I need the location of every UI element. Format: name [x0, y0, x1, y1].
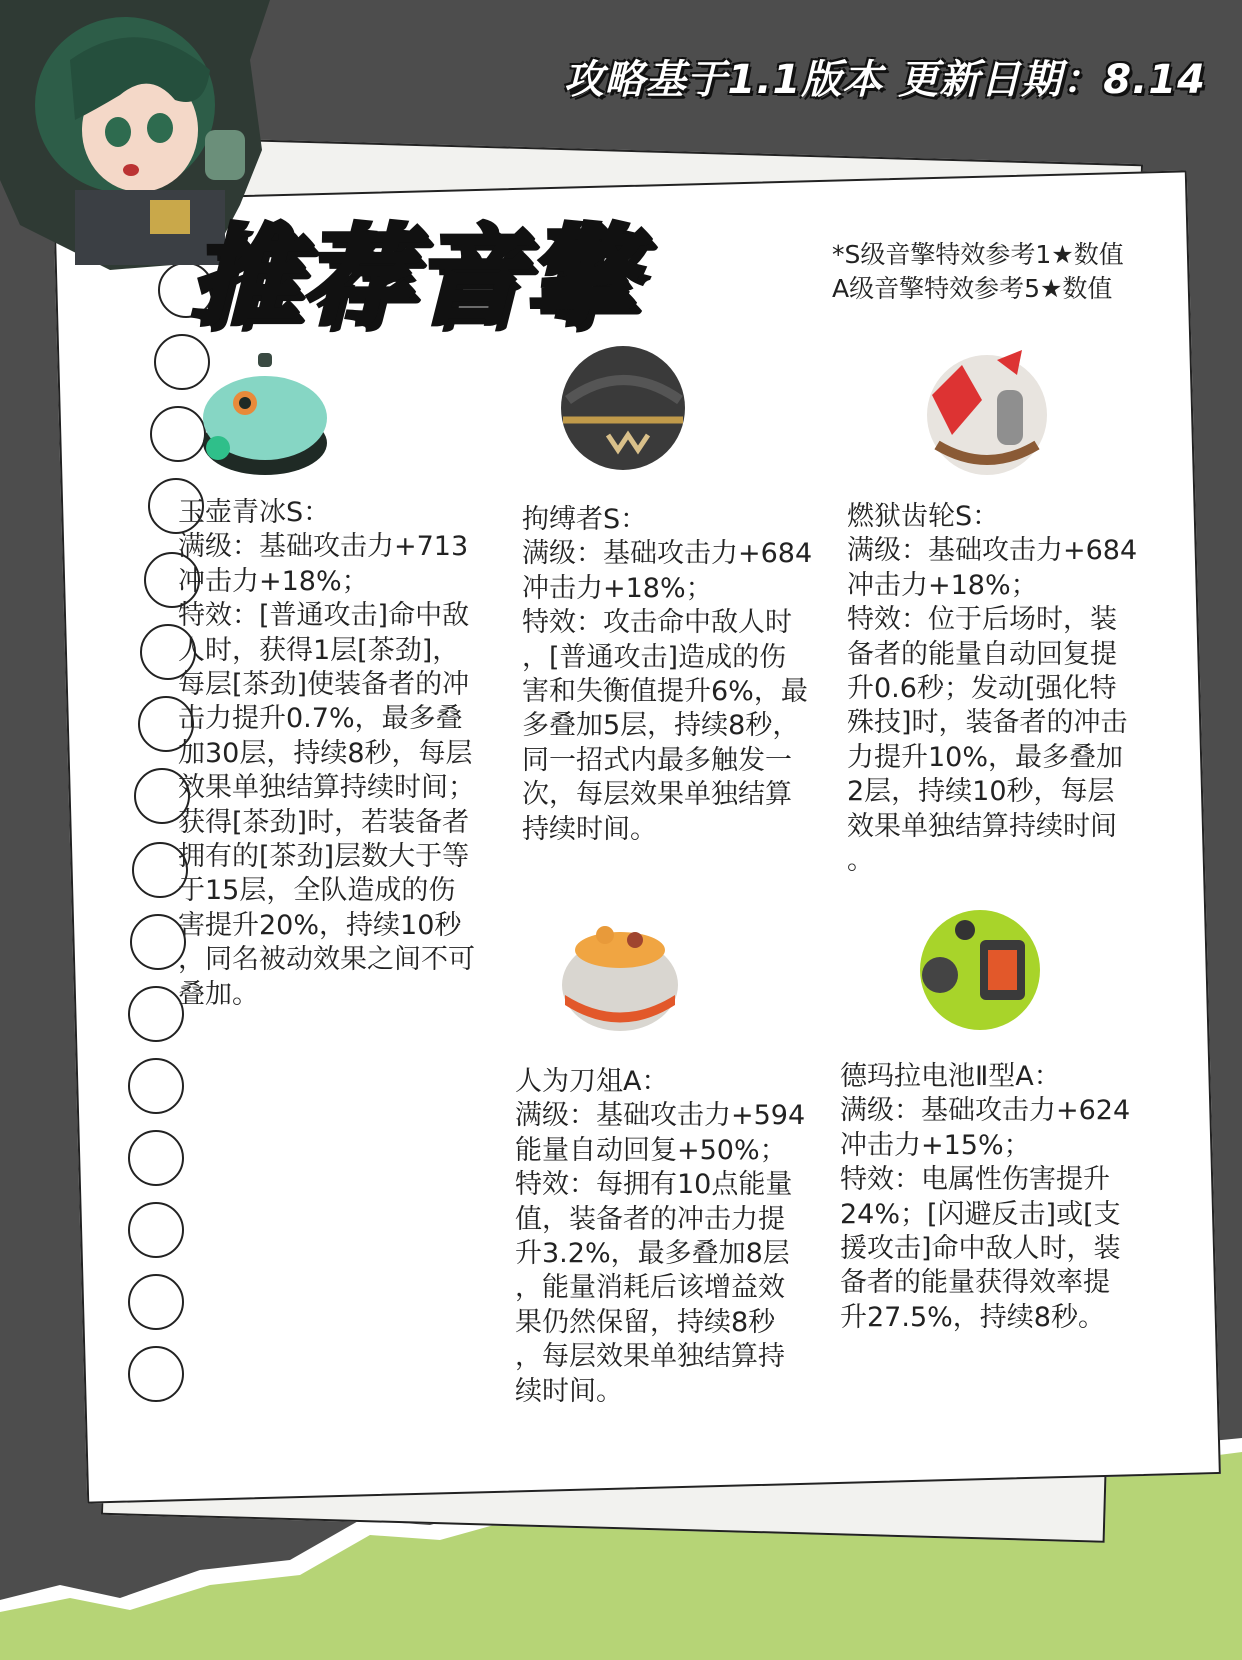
- item-restrainer: [522, 503, 812, 847]
- item-desc-line: 备者的能量自动回复提: [847, 638, 1117, 670]
- header-version-text: 攻略基于1.1版本 更新日期：8.14: [563, 57, 1206, 103]
- item-desc-line: 冲击力+18%；: [522, 572, 713, 604]
- item-desc-line: 效果单独结算持续时间；: [178, 772, 475, 804]
- item-desc-line: ，每层效果单独结算持: [515, 1341, 785, 1373]
- rating-note-line-2: A级音擎特效参考5★数值: [832, 274, 1113, 303]
- restrainer-icon: [548, 340, 698, 470]
- item-desc-line: ，能量消耗后该增益效: [515, 1272, 785, 1304]
- item-desc-line: 。: [847, 845, 874, 877]
- jade-teapot-icon: [190, 348, 340, 478]
- item-desc-line: 效果单独结算持续时间: [847, 810, 1117, 842]
- ring: [128, 1058, 184, 1114]
- item-desc-line: 次，每层效果单独结算: [522, 779, 792, 811]
- item-hellfire-gears: [847, 500, 1137, 878]
- item-desc-line: 人时，获得1层[茶劲]，: [178, 634, 460, 666]
- item-desc-line: 特效：每拥有10点能量: [515, 1169, 793, 1201]
- item-desc-line: 力提升10%，最多叠加: [847, 741, 1124, 773]
- item-desc-line: 值，装备者的冲击力提: [515, 1203, 785, 1235]
- item-desc-line: 满级：基础攻击力+594: [515, 1100, 806, 1132]
- item-desc-line: 殊技]时，装备者的冲击: [847, 707, 1128, 739]
- item-desc-line: 多叠加5层，持续8秒，: [522, 710, 800, 742]
- item-desc-line: 2层，持续10秒，每层: [847, 776, 1115, 808]
- ring: [128, 1274, 184, 1330]
- title-wrap: [190, 190, 638, 345]
- demara-battery-icon: [905, 905, 1055, 1035]
- item-name: 人为刀俎A：: [515, 1066, 669, 1097]
- item-desc-line: 续时间。: [515, 1375, 623, 1407]
- item-desc-line: 满级：基础攻击力+624: [840, 1095, 1131, 1127]
- item-desc-line: 加30层，持续8秒，每层: [178, 737, 473, 769]
- item-desc-line: 冲击力+18%；: [178, 565, 369, 597]
- item-desc-line: 能量自动回复+50%；: [515, 1134, 787, 1166]
- item-desc-line: 备者的能量获得效率提: [840, 1267, 1110, 1299]
- item-desc-line: 果仍然保留，持续8秒: [515, 1306, 776, 1338]
- item-desc-line: 每层[茶劲]使装备者的冲: [178, 669, 470, 701]
- item-name: 拘缚者S：: [522, 504, 648, 535]
- item-desc-line: 满级：基础攻击力+684: [847, 535, 1138, 567]
- item-desc-line: 援攻击]命中敌人时，装: [840, 1233, 1121, 1265]
- kitchen-knife-icon: [545, 905, 695, 1035]
- item-desc-line: 升27.5%，持续8秒。: [840, 1301, 1105, 1333]
- item-desc-line: 害和失衡值提升6%，最: [522, 676, 808, 708]
- item-desc-line: ，[普通攻击]造成的伤: [522, 641, 787, 673]
- rating-note-line-1: *S级音擎特效参考1★数值: [832, 240, 1124, 269]
- item-desc-line: 同一招式内最多触发一: [522, 744, 792, 776]
- item-desc-line: 拥有的[茶劲]层数大于等: [178, 841, 470, 873]
- hellfire-gears-icon: [912, 345, 1062, 475]
- ring: [128, 986, 184, 1042]
- ring: [128, 1346, 184, 1402]
- item-desc-line: 满级：基础攻击力+713: [178, 531, 469, 563]
- item-desc-line: 特效：位于后场时，装: [847, 604, 1117, 636]
- item-desc-line: 叠加。: [178, 978, 259, 1010]
- item-desc-line: 特效：[普通攻击]命中敌: [178, 600, 470, 632]
- item-desc-line: 持续时间。: [522, 813, 657, 845]
- item-desc-line: 满级：基础攻击力+684: [522, 538, 813, 570]
- item-name: 燃狱齿轮S：: [847, 501, 1000, 532]
- item-kitchen-knife: [515, 1065, 805, 1409]
- item-desc-line: 冲击力+15%；: [840, 1129, 1031, 1161]
- page-title: 推荐音擎: [190, 215, 639, 340]
- item-desc-line: 24%；[闪避反击]或[支: [840, 1198, 1121, 1230]
- item-desc-line: 获得[茶劲]时，若装备者: [178, 806, 470, 838]
- item-desc-line: 特效：电属性伤害提升: [840, 1164, 1110, 1196]
- ring: [128, 1202, 184, 1258]
- item-desc-line: 冲击力+18%；: [847, 569, 1038, 601]
- item-jade-teapot: [178, 496, 475, 1012]
- item-desc-line: 于15层，全队造成的伤: [178, 875, 456, 907]
- item-name: 德玛拉电池Ⅱ型A：: [840, 1061, 1061, 1092]
- item-desc-line: 击力提升0.7%，最多叠: [178, 703, 463, 735]
- item-demara-battery: [840, 1060, 1130, 1335]
- item-name: 玉壶青冰S：: [178, 497, 331, 528]
- item-desc-line: 升3.2%，最多叠加8层: [515, 1238, 790, 1270]
- item-desc-line: 特效：攻击命中敌人时: [522, 607, 792, 639]
- item-desc-line: 升0.6秒；发动[强化特: [847, 673, 1117, 705]
- item-desc-line: ，同名被动效果之间不可: [178, 944, 475, 976]
- ring: [128, 1130, 184, 1186]
- rating-note: [832, 238, 1124, 306]
- item-desc-line: 害提升20%，持续10秒: [178, 909, 462, 941]
